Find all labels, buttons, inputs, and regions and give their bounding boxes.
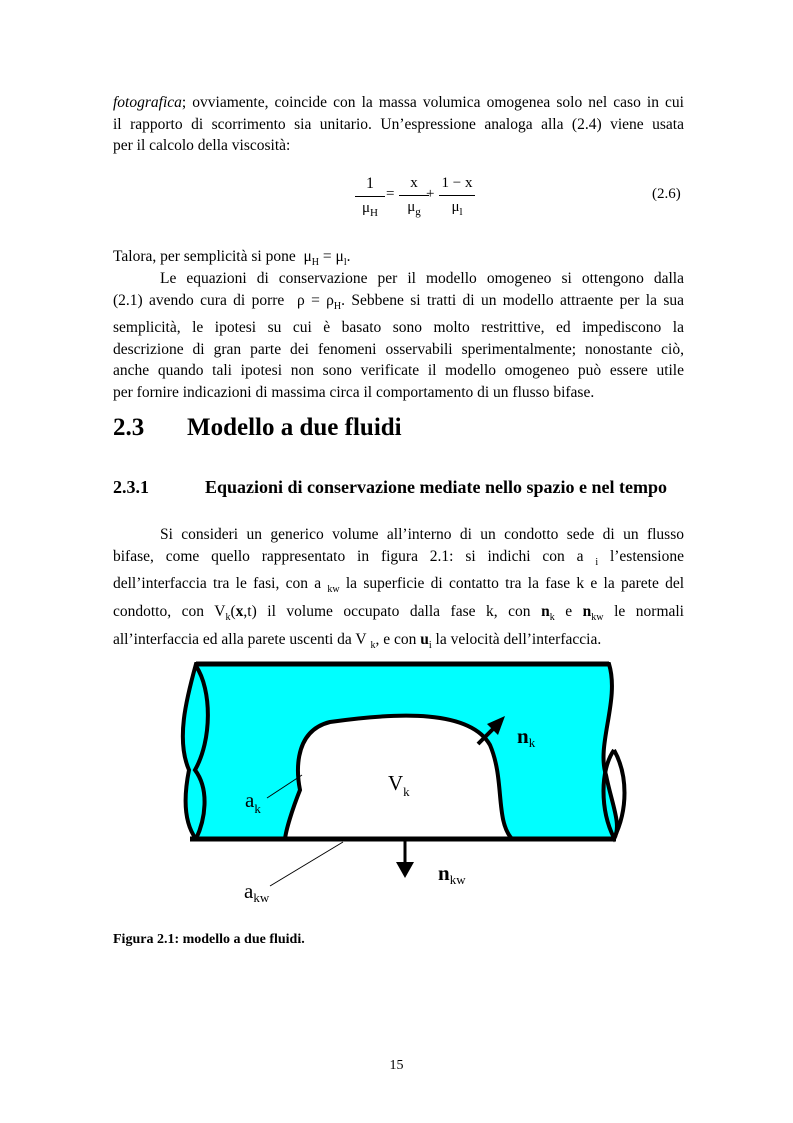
- text-span: dell’interfaccia tra le fasi, con a: [113, 575, 322, 593]
- equals-sign: =: [386, 186, 395, 202]
- section-number: 2.3: [113, 414, 145, 441]
- text-line: Le equazioni di conservazione per il modello omogeneo si ottengono dalla: [160, 270, 684, 287]
- label-vk: $V_k$: [388, 771, 410, 799]
- label-nkw: nkw: [438, 861, 466, 887]
- italic-word: fotografica: [113, 94, 182, 111]
- text-line: per fornire indicazioni di massima circa il comportamento di un flusso bifase.: [113, 384, 595, 402]
- bold-vector: n: [541, 602, 550, 620]
- fraction-numerator: 1: [366, 175, 374, 192]
- page-number: 15: [389, 1058, 404, 1073]
- text-span: ; ovviamente, coincide con la massa volumica omogenea solo nel caso in cui: [181, 94, 684, 111]
- text-span: la superficie di contatto tra la fase k e la parete del: [345, 575, 685, 593]
- text-span: ,t) il volume occupato dalla fase k, con: [243, 602, 531, 620]
- bold-vector: n: [582, 602, 592, 620]
- text-span: , e con: [375, 630, 417, 648]
- bold-vector: u: [420, 630, 429, 648]
- label-nk: nk: [517, 724, 536, 750]
- subscript: kw: [327, 584, 340, 596]
- text-span: (2.1) avendo cura di porre: [113, 291, 285, 309]
- fraction-denominator: μ: [362, 200, 371, 216]
- text-span: Talora, per semplicità si pone: [113, 248, 296, 265]
- text-span: e: [565, 602, 573, 620]
- bold-vector: x: [235, 602, 244, 620]
- text-span: . Sebbene si tratti di un modello attraente per la sua: [341, 291, 684, 309]
- plus-sign: +: [426, 186, 435, 202]
- subscript: H: [311, 257, 319, 269]
- equation-number: (2.6): [652, 186, 681, 202]
- subscript: kw: [591, 612, 604, 624]
- text-span: condotto, con V: [113, 602, 226, 620]
- subsection-title: Equazioni di conservazione mediate nello spazio e nel tempo: [205, 477, 667, 497]
- fraction-denominator: μ: [451, 199, 460, 215]
- text-line: per il calcolo della viscosità:: [113, 137, 291, 155]
- subscript: k: [225, 612, 231, 624]
- fraction-numerator: 1 − x: [441, 175, 473, 191]
- section-title: Modello a due fluidi: [187, 414, 402, 441]
- subscript: H: [370, 207, 378, 219]
- subscript: l: [459, 206, 463, 218]
- figure-caption: Figura 2.1: modello a due fluidi.: [113, 932, 305, 947]
- subscript: k: [549, 612, 555, 624]
- nkw-arrow-head: [396, 862, 414, 878]
- label-akw: akw: [244, 879, 270, 905]
- subscript: l: [343, 257, 347, 269]
- text-line: il rapporto di scorrimento sia unitario. Un’espressione analoga alla (2.4) viene usata: [113, 115, 684, 133]
- punctuation: .: [346, 248, 351, 265]
- subsection-number: 2.3.1: [113, 477, 149, 497]
- math-symbol: μ: [303, 248, 312, 265]
- text-span: le normali: [614, 602, 684, 620]
- subscript: i: [428, 639, 432, 651]
- text-span: all’interfaccia ed alla parete uscenti da V: [113, 630, 367, 648]
- fraction-denominator: μ: [407, 199, 416, 215]
- label-ak: $a_k$: [245, 788, 261, 816]
- subscript: k: [370, 639, 376, 651]
- subscript: i: [595, 556, 599, 568]
- text-line: anche quando tali ipotesi non sono verificate il modello omogeneo può essere utile: [113, 362, 684, 380]
- math-symbol: μ: [335, 248, 344, 265]
- text-span: la velocità dell’interfaccia.: [431, 630, 602, 648]
- text-line: Si consideri un generico volume all’interno di un condotto sede di un flusso: [160, 526, 684, 543]
- text-line: semplicità, le ipotesi su cui è basato sono molto restrittive, ed impediscono la: [113, 319, 684, 337]
- math-symbol: ρ = ρ: [297, 291, 334, 309]
- fraction-numerator: x: [410, 175, 418, 191]
- text-span: (: [230, 602, 236, 620]
- text-span: bifase, come quello rappresentato in figura 2.1: si indichi con a: [113, 547, 584, 565]
- subscript: H: [333, 300, 342, 312]
- fluid-region: [183, 664, 617, 839]
- text-span: l’estensione: [609, 547, 684, 565]
- text-line: descrizione di gran parte dei fenomeni osservabili sperimentalmente; nonostante ciò,: [113, 340, 684, 358]
- subscript: g: [415, 206, 421, 218]
- akw-leader-line: [270, 842, 343, 886]
- math-symbol: =: [319, 248, 336, 265]
